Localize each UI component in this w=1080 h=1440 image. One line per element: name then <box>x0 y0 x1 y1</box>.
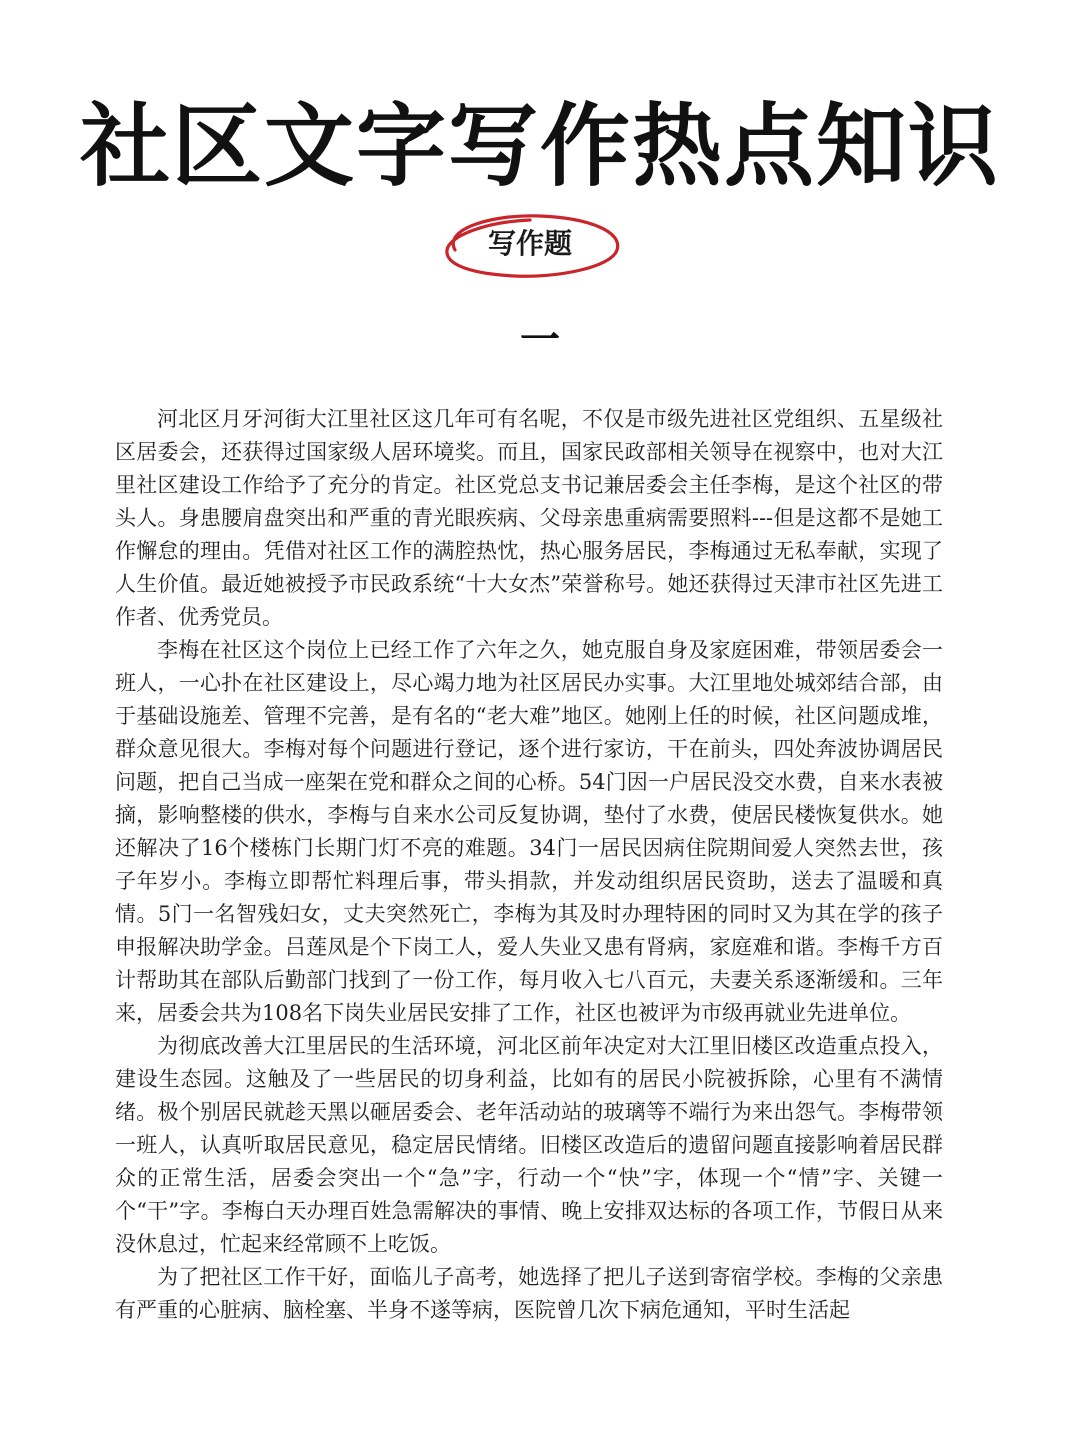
page-title: 社区文字写作热点知识 <box>80 94 1000 199</box>
paragraph: 为了把社区工作干好，面临儿子高考，她选择了把儿子送到寄宿学校。李梅的父亲患有严重的心脏病、脑栓塞、半身不遂等病，医院曾几次下病危通知，平时生活起 <box>115 1265 943 1322</box>
article-body <box>115 403 943 1440</box>
section-badge <box>435 210 625 280</box>
paragraph: 河北区月牙河街大江里社区这几年可有名呢，不仅是市级先进社区党组织、五星级社区居委会，还获得过国家级人居环境奖。而且，国家民政部相关领导在视察中，也对大江里社区建设工作给予了充分的肯定。社区党总支书记兼居委会主任李梅，是这个社区的带头人。身患腰肩盘突出和严重的青光眼疾病、父母亲患重病需要照料---但是这都不是她工作懈怠的理由。凭借对社区工作的满腔热忱，热心服务居民，李梅通过无私奉献，实现了人生价值。最近她被授予市民政系统“十大女杰”荣誉称号。她还获得过天津市社区先进工作者、优秀党员。 <box>115 407 943 629</box>
paragraph: 为彻底改善大江里居民的生活环境，河北区前年决定对大江里旧楼区改造重点投入，建设生态园。这触及了一些居民的切身利益，比如有的居民小院被拆除，心里有不满情绪。极个别居民就趁天黑以砸居委会、老年活动站的玻璃等不端行为来出怨气。李梅带领一班人，认真听取居民意见，稳定居民情绪。旧楼区改造后的遗留问题直接影响着居民群众的正常生活，居委会突出一个“急”字，行动一个“快”字，体现一个“情”字、关键一个“干”字。李梅白天办理百姓急需解决的事情、晚上安排双达标的各项工作，节假日从来没休息过，忙起来经常顾不上吃饭。 <box>115 1034 943 1256</box>
paragraph: 李梅在社区这个岗位上已经工作了六年之久，她克服自身及家庭困难，带领居委会一班人，一心扑在社区建设上，尽心竭力地为社区居民办实事。大江里地处城郊结合部，由于基础设施差、管理不完善，是有名的“老大难”地区。她刚上任的时候，社区问题成堆，群众意见很大。李梅对每个问题进行登记，逐个进行家访，干在前头，四处奔波协调居民问题，把自己当成一座架在党和群众之间的心桥。54门因一户居民没交水费，自来水表被摘，影响整楼的供水，李梅与自来水公司反复协调，垫付了水费，使居民楼恢复供水。她还解决了16个楼栋门长期门灯不亮的难题。34门一居民因病住院期间爱人突然去世，孩子年岁小。李梅立即帮忙料理后事，带头捐款，并发动组织居民资助，送去了温暖和真情。5门一名智残妇女，丈夫突然死亡，李梅为其及时办理特困的同时又为其在学的孩子申报解决助学金。吕莲凤是个下岗工人，爱人失业又患有肾病，家庭难和谐。李梅千方百计帮助其在部队后勤部门找到了一份工作，每月收入七八百元，夫妻关系逐渐缓和。三年来，居委会共为108名下岗失业居民安排了工作，社区也被评为市级再就业先进单位。 <box>115 638 943 1025</box>
section-number: 一 <box>520 317 560 363</box>
badge-label: 写作题 <box>487 227 572 260</box>
